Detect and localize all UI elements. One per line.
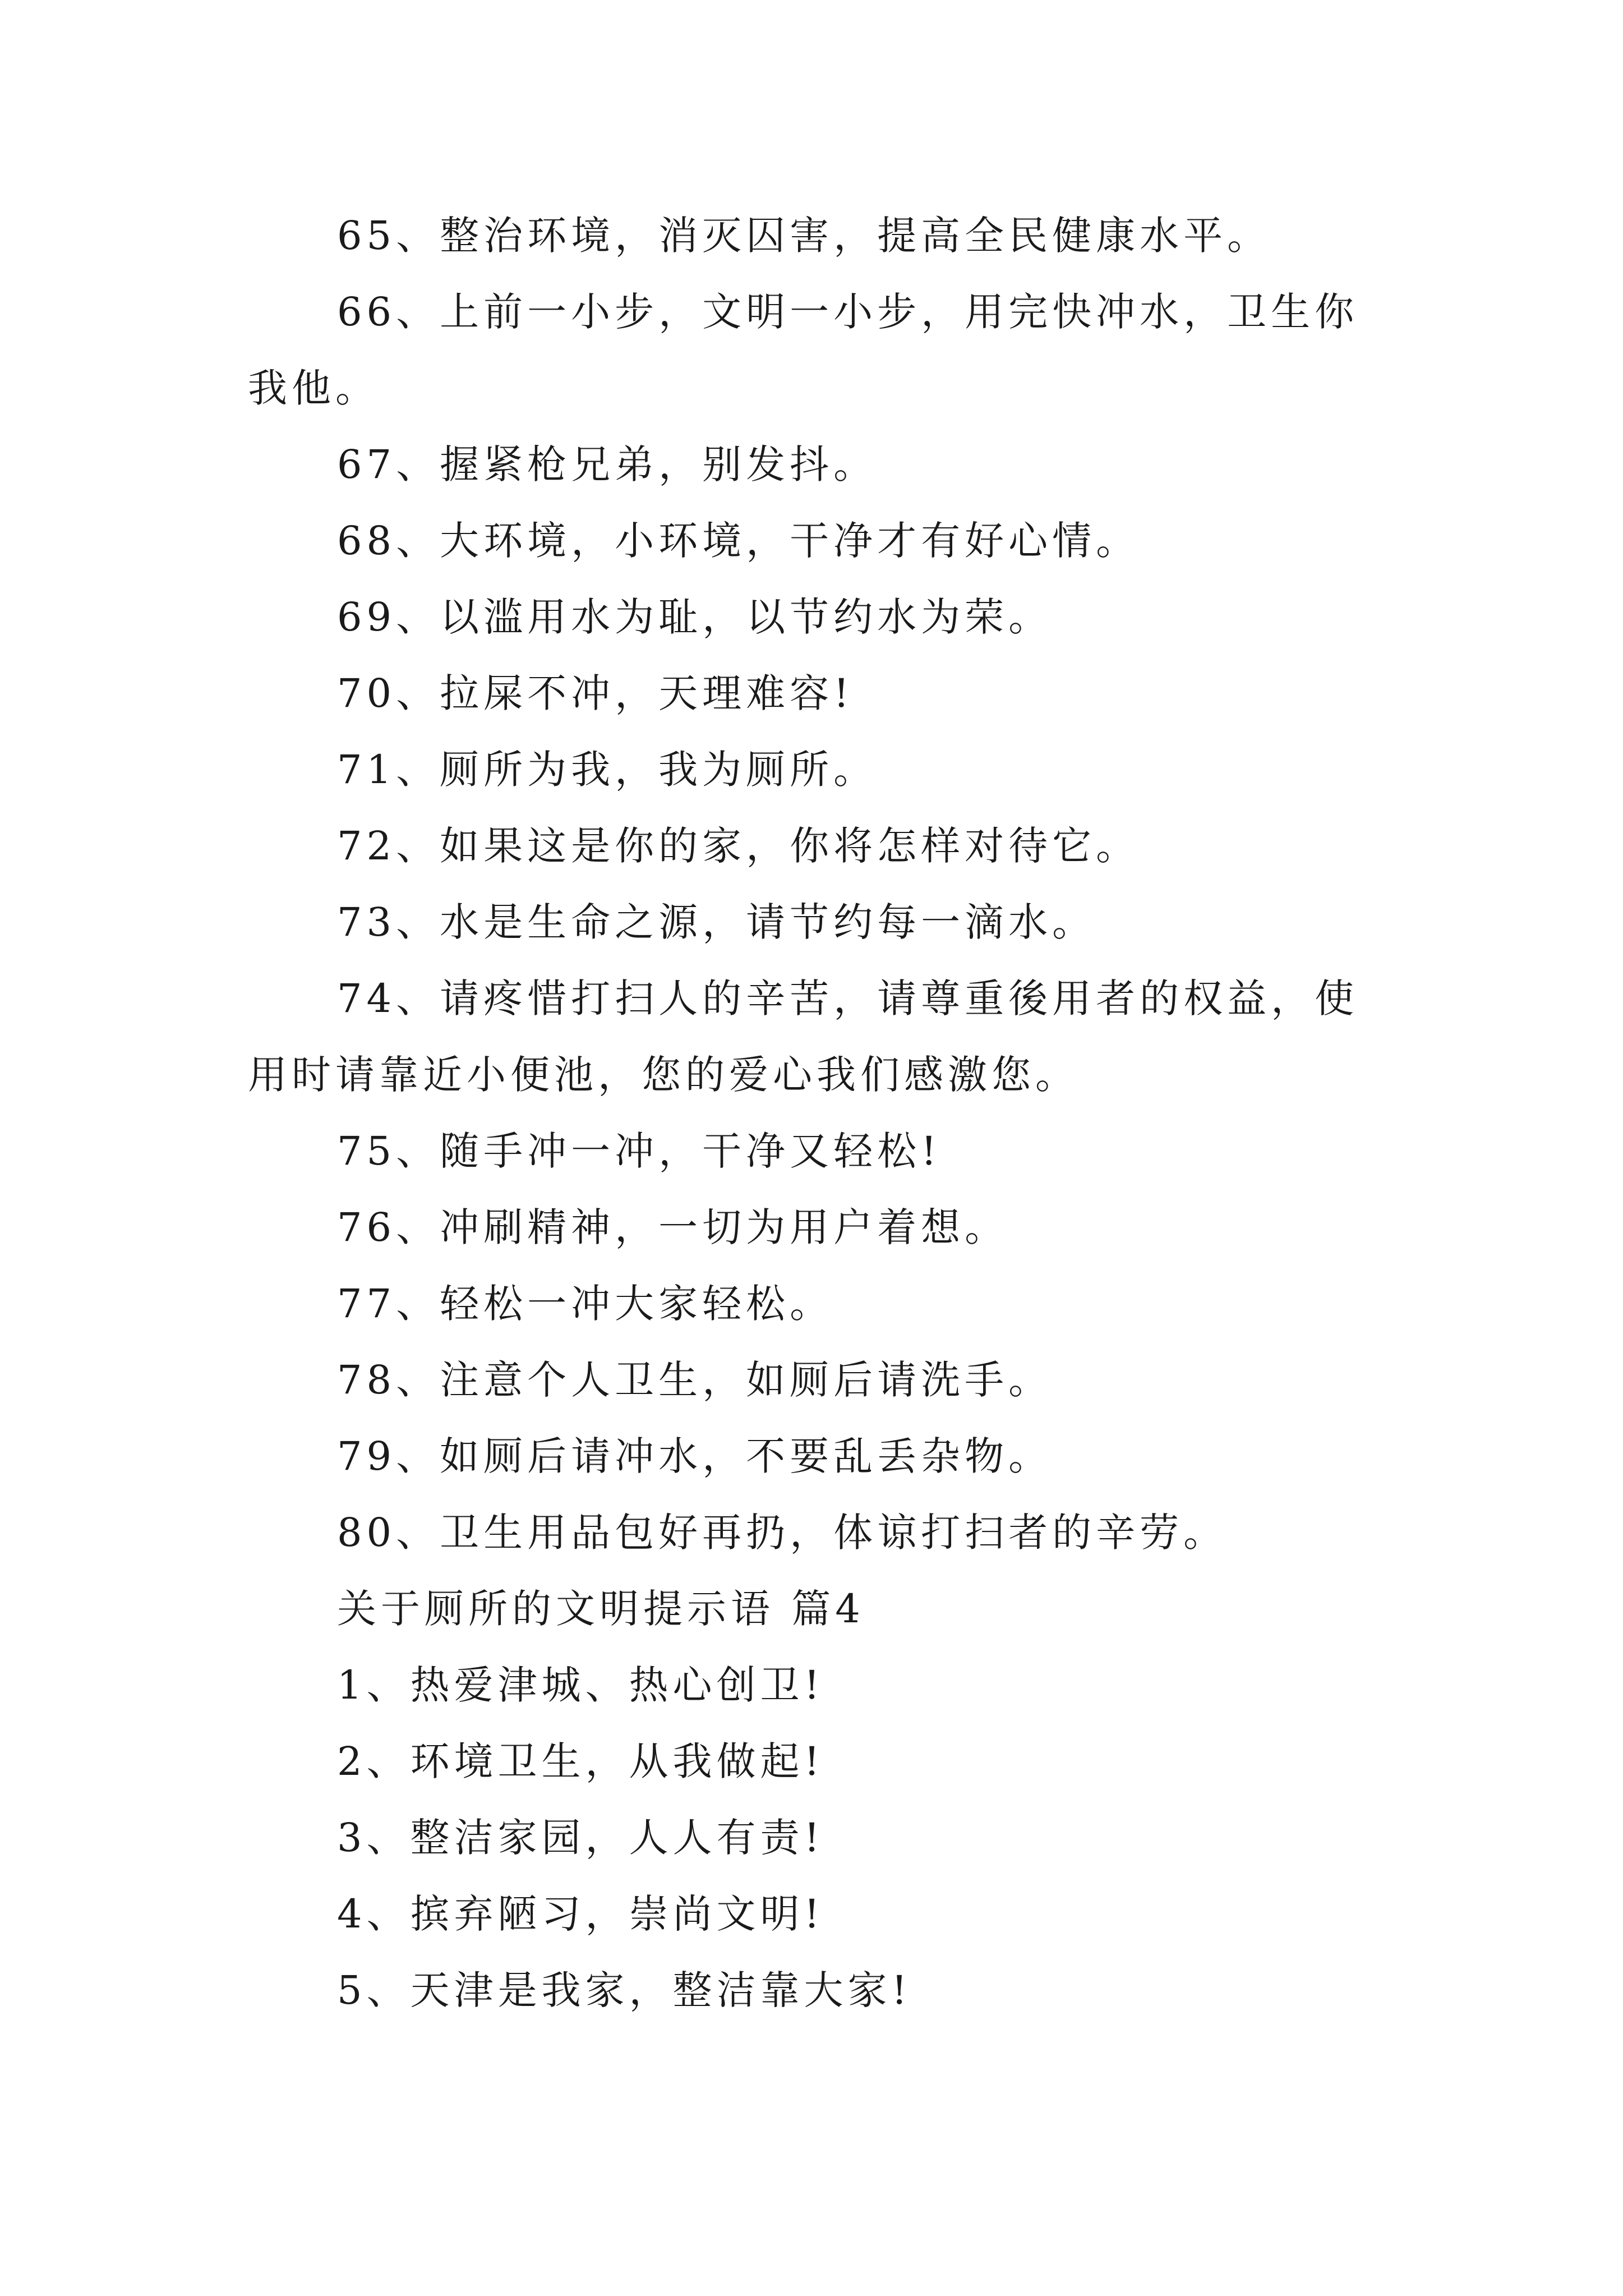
section-heading: 关于厕所的文明提示语 篇4 — [337, 1586, 865, 1632]
paragraph-70: 70、拉屎不冲，天理难容! — [337, 670, 854, 716]
paragraph-75: 75、随手冲一冲，干净又轻松! — [337, 1128, 942, 1174]
paragraph-5: 5、天津是我家，整洁靠大家! — [337, 1967, 912, 2013]
paragraph-67: 67、握紧枪兄弟，别发抖。 — [337, 441, 878, 487]
paragraph-68: 68、大环境，小环境，干净才有好心情。 — [337, 518, 1140, 564]
paragraph-69: 69、以滥用水为耻，以节约水为荣。 — [337, 594, 1053, 640]
paragraph-72: 72、如果这是你的家，你将怎样对待它。 — [337, 823, 1140, 869]
paragraph-79: 79、如厕后请冲水，不要乱丢杂物。 — [337, 1433, 1053, 1479]
paragraph-77: 77、轻松一冲大家轻松。 — [337, 1281, 834, 1327]
paragraph-3: 3、整洁家园，人人有责! — [337, 1815, 824, 1861]
paragraph-65: 65、整治环境，消灭囚害，提高全民健康水平。 — [337, 213, 1271, 259]
paragraph-80: 80、卫生用品包好再扔，体谅打扫者的辛劳。 — [337, 1510, 1228, 1556]
paragraph-4: 4、摈弃陋习，崇尚文明! — [337, 1891, 824, 1937]
paragraph-71: 71、厕所为我，我为厕所。 — [337, 747, 878, 793]
paragraph-76: 76、冲刷精神，一切为用户着想。 — [337, 1204, 1009, 1250]
paragraph-73: 73、水是生命之源，请节约每一滴水。 — [337, 899, 1096, 945]
paragraph-74: 74、请疼惜打扫人的辛苦，请尊重後用者的权益，使用时请靠近小便池，您的爱心我们感激您。 — [248, 976, 1359, 1098]
paragraph-66: 66、上前一小步，文明一小步，用完快冲水，卫生你我他。 — [248, 289, 1359, 411]
document-body — [248, 197, 1378, 2028]
paragraph-1: 1、热爱津城、热心创卫! — [337, 1662, 824, 1708]
paragraph-2: 2、环境卫生，从我做起! — [337, 1738, 824, 1784]
paragraph-78: 78、注意个人卫生，如厕后请洗手。 — [337, 1357, 1053, 1403]
